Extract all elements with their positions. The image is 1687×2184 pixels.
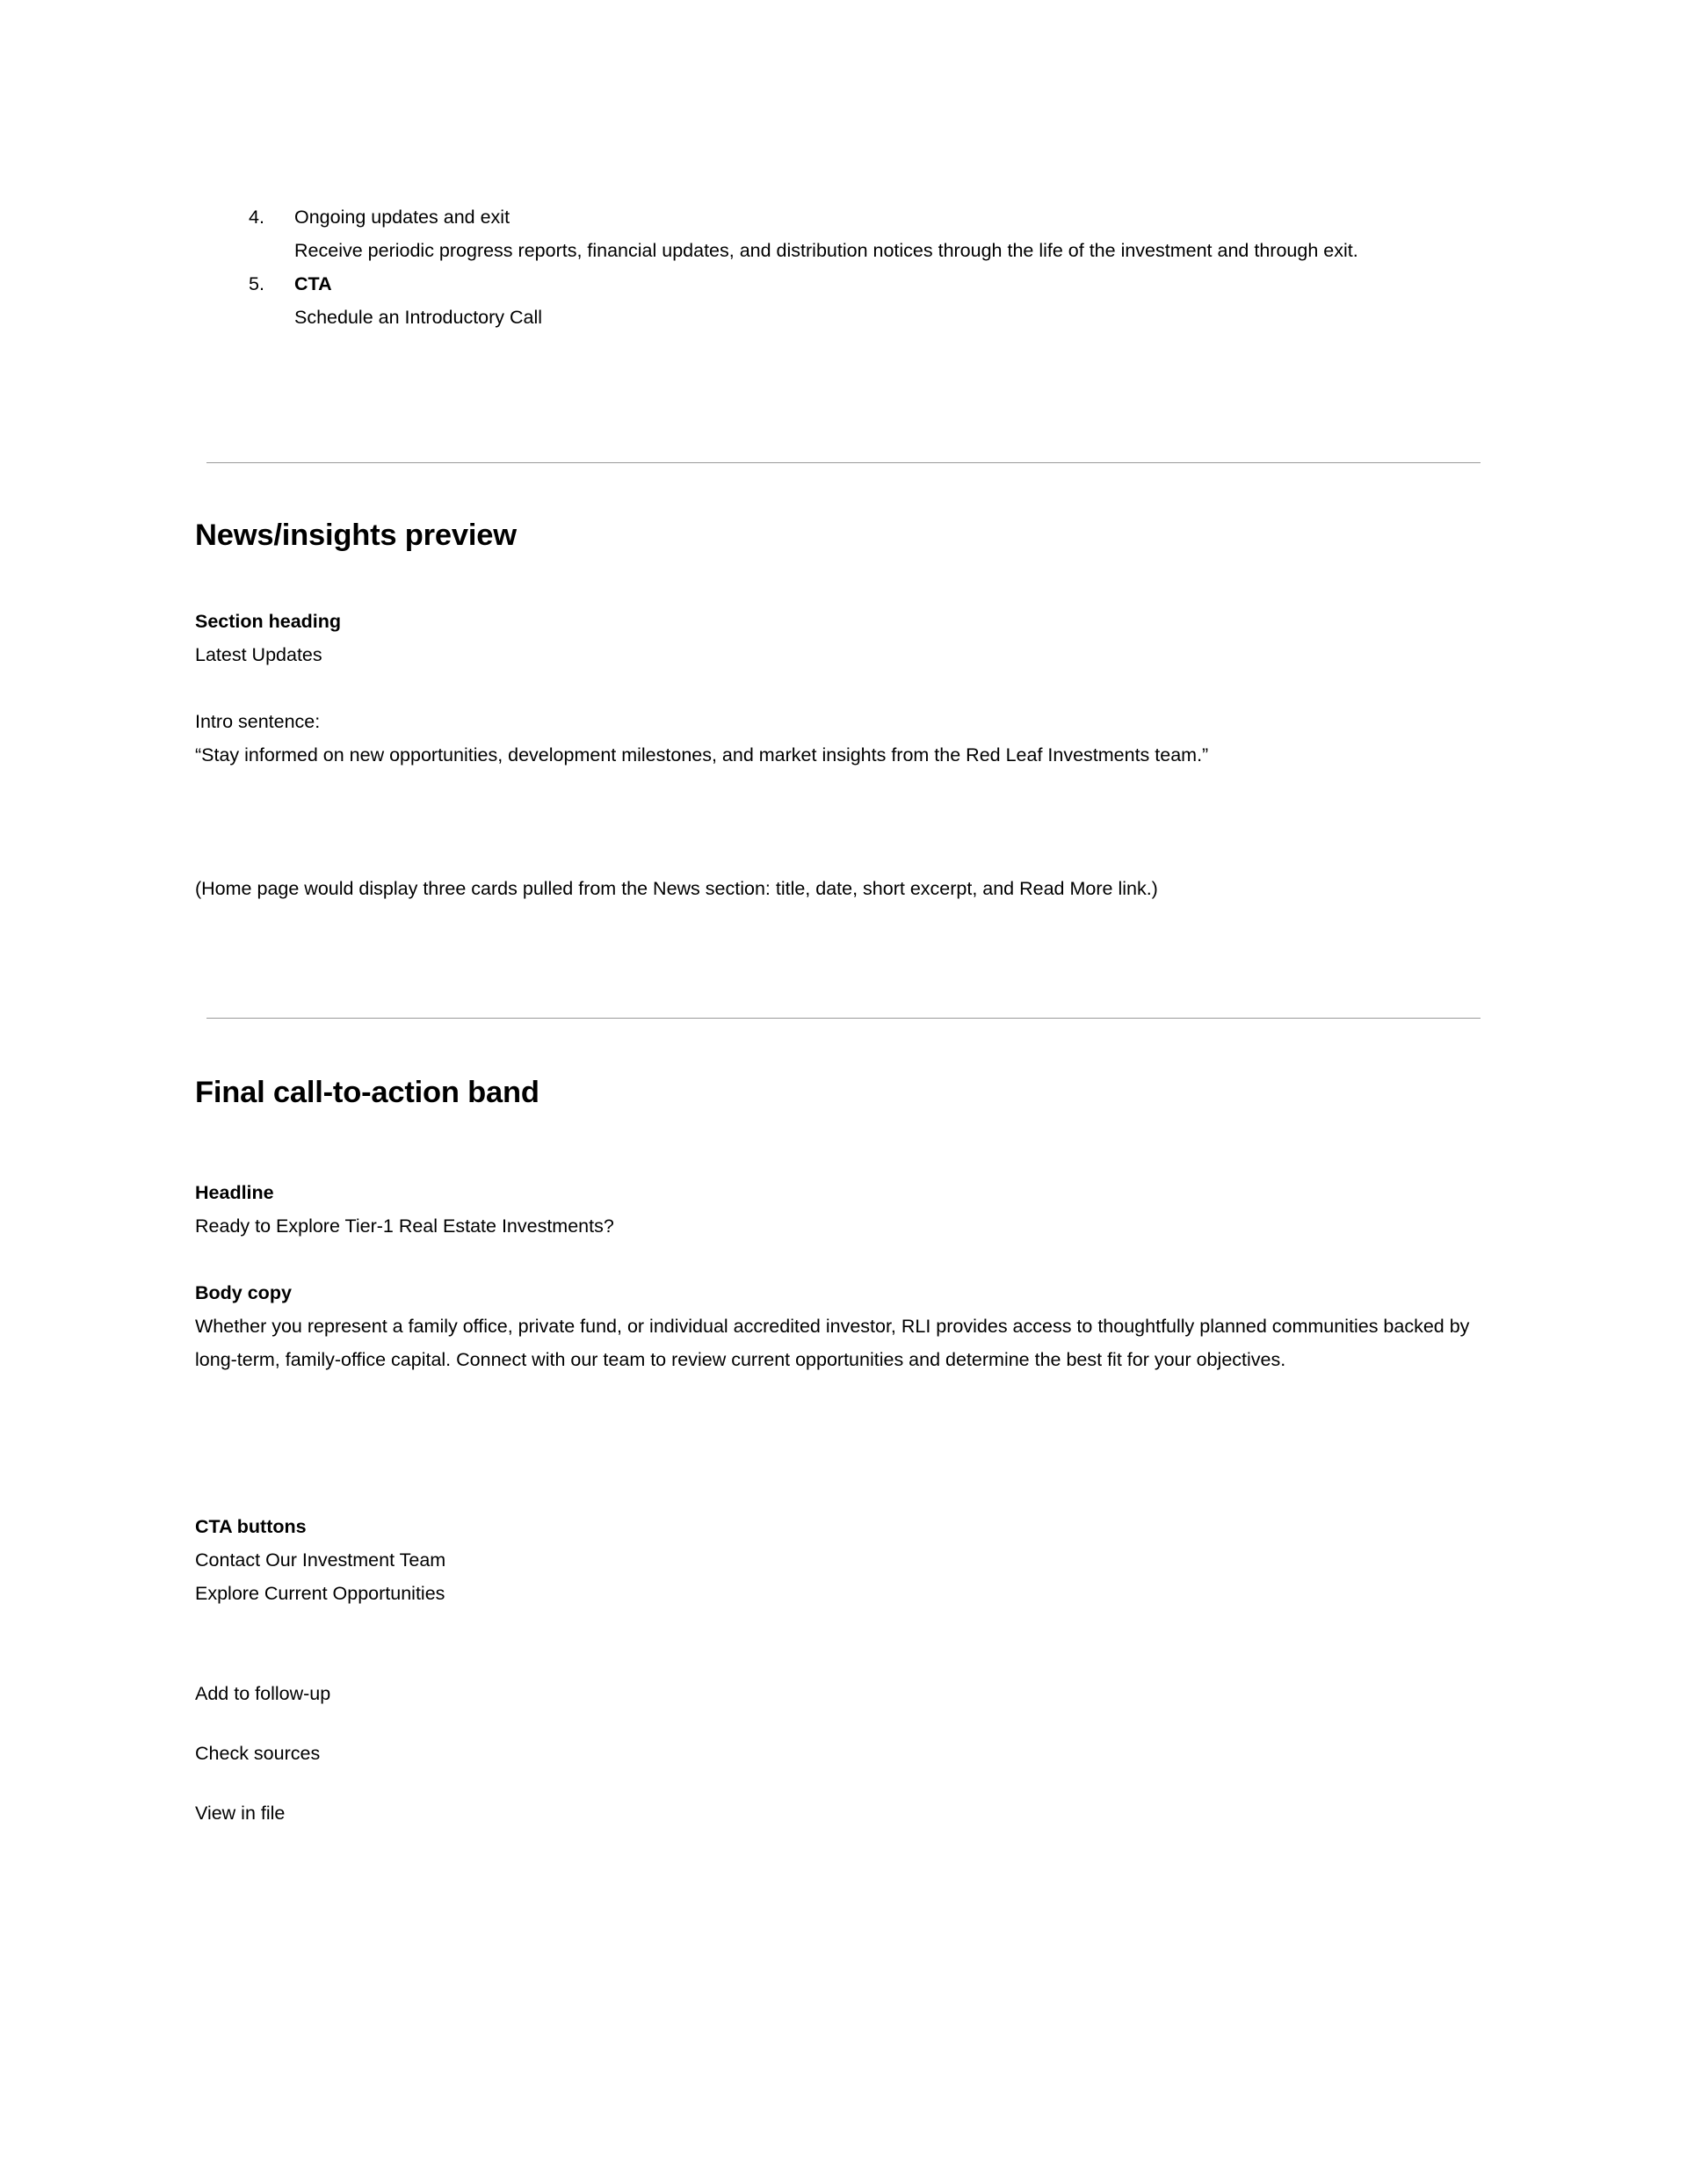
list-item-body: Receive periodic progress reports, financial updates, and distribution notices through the life of the investment and through exit. [294,240,1358,261]
intro-text: “Stay informed on new opportunities, development milestones, and market insights from the Red Leaf Investments team.” [195,744,1209,765]
section-heading-label: Section heading [195,611,342,632]
action-view-in-file[interactable]: View in file [195,1803,286,1824]
body-copy-value: Whether you represent a family office, private fund, or individual accredited investor, RLI provides access to thoughtfully planned communities backed by long-term, family-office capital. Connect with our team to review current opportunities and determine the best fit for your objectives. [195,1316,1470,1370]
ordered-list [195,200,1476,334]
section-divider [206,462,1481,463]
headline-label: Headline [195,1182,274,1203]
list-item-title: CTA [294,273,332,294]
action-add-to-follow-up[interactable]: Add to follow-up [195,1683,331,1704]
page-title-cta: Final call‑to‑action band [195,1076,539,1109]
headline-value: Ready to Explore Tier‑1 Real Estate Investments? [195,1215,614,1237]
list-item-marker: 5. [249,273,264,294]
section-heading-value: Latest Updates [195,644,322,665]
cta-button-label-primary: Contact Our Investment Team [195,1549,446,1571]
news-note: (Home page would display three cards pulled from the News section: title, date, short excerpt, and Read More link.) [195,878,1158,899]
page-title-news: News/insights preview [195,519,517,552]
list-item-marker: 4. [249,207,264,228]
body-copy-label: Body copy [195,1282,292,1303]
section-divider [206,1018,1481,1019]
cta-buttons-label: CTA buttons [195,1516,307,1537]
list-item [195,200,1476,267]
list-item-body: Schedule an Introductory Call [294,307,543,328]
list-item [195,267,1476,334]
intro-label: Intro sentence: [195,711,321,732]
list-item-title: Ongoing updates and exit [294,207,510,228]
cta-button-label-secondary: Explore Current Opportunities [195,1583,445,1604]
action-check-sources[interactable]: Check sources [195,1743,321,1764]
